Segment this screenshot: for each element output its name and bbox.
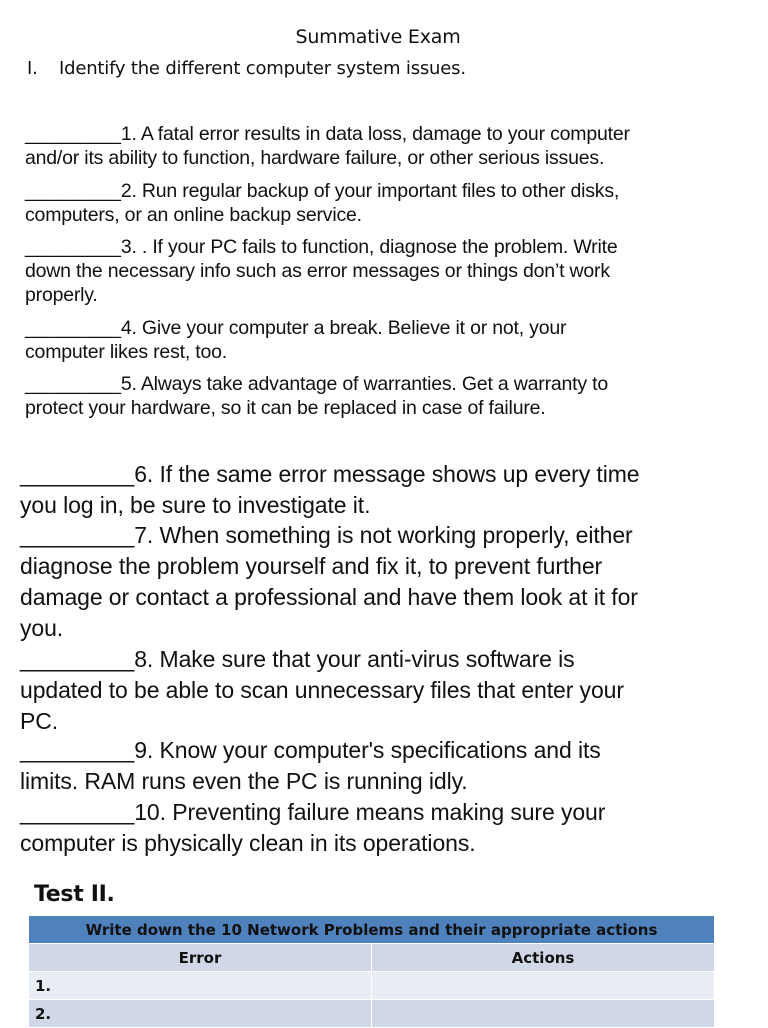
question-line: 7. When something is not working properly, either [134,522,633,548]
table-title: Write down the 10 Network Problems and their appropriate actions [29,916,715,944]
answer-blank: _________ [20,799,135,825]
table-row [29,1000,715,1028]
answer-blank: _________ [20,461,135,487]
question-line: limits. RAM runs even the PC is running idly. [20,768,468,794]
question-4 [25,316,566,364]
row-number: 1. [29,972,372,1000]
question-line: you. [20,615,64,641]
question-line: 6. If the same error message shows up every time [134,461,640,487]
question-line: computer likes rest, too. [25,341,227,363]
answer-blank: _________ [25,373,121,395]
question-9 [20,735,601,797]
table-row [29,972,715,1000]
answer-blank: _________ [20,522,135,548]
question-line: 1. A fatal error results in data loss, damage to your computer [120,123,630,145]
question-line: down the necessary info such as error messages or things don’t work [25,260,610,282]
instruction-number: I. [27,58,38,79]
question-line: updated to be able to scan unnecessary files that enter your [20,677,624,703]
action-cell[interactable] [372,972,715,1000]
answer-blank: _________ [25,317,121,339]
question-line: diagnose the problem yourself and fix it, to prevent further [20,553,603,579]
test-2-heading: Test II. [34,882,115,907]
question-line: 2. Run regular backup of your important files to other disks, [120,180,620,202]
question-line: 8. Make sure that your anti-virus software is [134,646,575,672]
question-8 [20,644,624,737]
table-title-row [29,916,715,944]
question-line: 4. Give your computer a break. Believe it or not, your [120,317,567,339]
column-header-actions: Actions [372,944,715,972]
question-10 [20,797,605,859]
question-2 [25,179,619,227]
answer-blank: _________ [20,646,135,672]
question-line: damage or contact a professional and have them look at it for [20,584,638,610]
table-header-row [29,944,715,972]
question-7 [20,520,638,644]
question-6 [20,459,639,521]
question-line: protect your hardware, so it can be replaced in case of failure. [25,397,546,419]
question-line: you log in, be sure to investigate it. [20,492,371,518]
question-line: 3. . If your PC fails to function, diagnose the problem. Write [120,236,618,258]
question-line: 10. Preventing failure means making sure your [134,799,606,825]
page-title: Summative Exam [295,26,461,48]
question-1 [25,122,630,170]
question-3 [25,235,617,307]
answer-blank: _________ [25,123,121,145]
answer-blank: _________ [20,737,135,763]
question-line: 9. Know your computer's specifications and its [134,737,601,763]
question-5 [25,372,608,420]
answer-table [28,915,715,1028]
instruction-text: Identify the different computer system issues. [59,58,466,79]
column-header-error: Error [29,944,372,972]
instruction [27,58,466,79]
answer-blank: _________ [25,180,121,202]
question-line: computer is physically clean in its operations. [20,830,476,856]
question-line: and/or its ability to function, hardware failure, or other serious issues. [25,147,605,169]
question-line: computers, or an online backup service. [25,204,362,226]
question-line: 5. Always take advantage of warranties. Get a warranty to [120,373,609,395]
question-line: PC. [20,708,59,734]
row-number: 2. [29,1000,372,1028]
answer-blank: _________ [25,236,121,258]
question-line: properly. [25,284,98,306]
action-cell[interactable] [372,1000,715,1028]
